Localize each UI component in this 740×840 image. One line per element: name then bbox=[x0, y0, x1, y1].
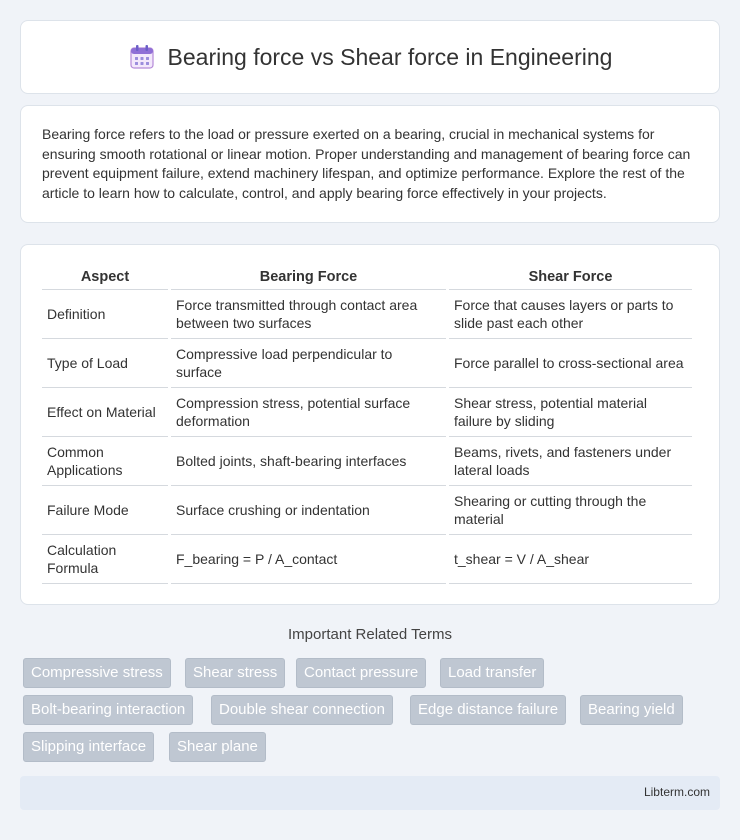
tag-slipping-interface[interactable]: Slipping interface bbox=[23, 732, 154, 762]
intro-card bbox=[20, 105, 720, 223]
shear-cell: t_shear = V / A_shear bbox=[449, 535, 692, 584]
table-row bbox=[42, 437, 692, 486]
tag-contact-pressure[interactable]: Contact pressure bbox=[296, 658, 426, 688]
shear-cell: Shear stress, potential material failure by sliding bbox=[449, 388, 692, 437]
tag-double-shear-connection[interactable]: Double shear connection bbox=[211, 695, 393, 725]
aspect-cell: Definition bbox=[42, 290, 168, 339]
table-header-row bbox=[42, 265, 692, 290]
header-aspect: Aspect bbox=[42, 265, 168, 290]
footer bbox=[20, 776, 720, 810]
shear-cell: Shearing or cutting through the material bbox=[449, 486, 692, 535]
bearing-cell: F_bearing = P / A_contact bbox=[171, 535, 446, 584]
header-shear-force: Shear Force bbox=[449, 265, 692, 290]
shear-cell: Beams, rivets, and fasteners under lateral loads bbox=[449, 437, 692, 486]
tag-shear-plane[interactable]: Shear plane bbox=[169, 732, 266, 762]
tag-bolt-bearing-interaction[interactable]: Bolt-bearing interaction bbox=[23, 695, 193, 725]
aspect-cell: Failure Mode bbox=[42, 486, 168, 535]
table-row bbox=[42, 535, 692, 584]
bearing-cell: Surface crushing or indentation bbox=[171, 486, 446, 535]
comparison-table-card bbox=[20, 244, 720, 605]
aspect-cell: Calculation Formula bbox=[42, 535, 168, 584]
aspect-cell: Type of Load bbox=[42, 339, 168, 388]
header-card bbox=[20, 20, 720, 94]
footer-site-link[interactable]: Libterm.com bbox=[643, 785, 710, 799]
related-terms-title: Important Related Terms bbox=[288, 626, 452, 643]
bearing-cell: Force transmitted through contact area between two surfaces bbox=[171, 290, 446, 339]
aspect-cell: Common Applications bbox=[42, 437, 168, 486]
calendar-icon bbox=[128, 43, 156, 71]
page-title: Bearing force vs Shear force in Engineering bbox=[167, 43, 613, 70]
bearing-cell: Compressive load perpendicular to surface bbox=[171, 339, 446, 388]
tag-compressive-stress[interactable]: Compressive stress bbox=[23, 658, 171, 688]
table-row bbox=[42, 388, 692, 437]
header-bearing-force: Bearing Force bbox=[171, 265, 446, 290]
tag-shear-stress[interactable]: Shear stress bbox=[185, 658, 285, 688]
intro-text: Bearing force refers to the load or pressure exerted on a bearing, crucial in mechanical systems for ensuring smooth rotational or linear motion. Proper understanding and management of bearing force can prevent equipment failure, extend machinery lifespan, and optimize performance. Explore the rest of the article to learn how to calculate, control, and apply bearing force effectively in your projects. bbox=[42, 126, 691, 201]
title-wrap bbox=[128, 43, 613, 71]
shear-cell: Force that causes layers or parts to slide past each other bbox=[449, 290, 692, 339]
table-row bbox=[42, 339, 692, 388]
tag-load-transfer[interactable]: Load transfer bbox=[440, 658, 544, 688]
table-row bbox=[42, 486, 692, 535]
aspect-cell: Effect on Material bbox=[42, 388, 168, 437]
shear-cell: Force parallel to cross-sectional area bbox=[449, 339, 692, 388]
table-row bbox=[42, 290, 692, 339]
bearing-cell: Compression stress, potential surface deformation bbox=[171, 388, 446, 437]
tag-edge-distance-failure[interactable]: Edge distance failure bbox=[410, 695, 566, 725]
tag-bearing-yield[interactable]: Bearing yield bbox=[580, 695, 683, 725]
bearing-cell: Bolted joints, shaft-bearing interfaces bbox=[171, 437, 446, 486]
comparison-table bbox=[39, 265, 695, 584]
